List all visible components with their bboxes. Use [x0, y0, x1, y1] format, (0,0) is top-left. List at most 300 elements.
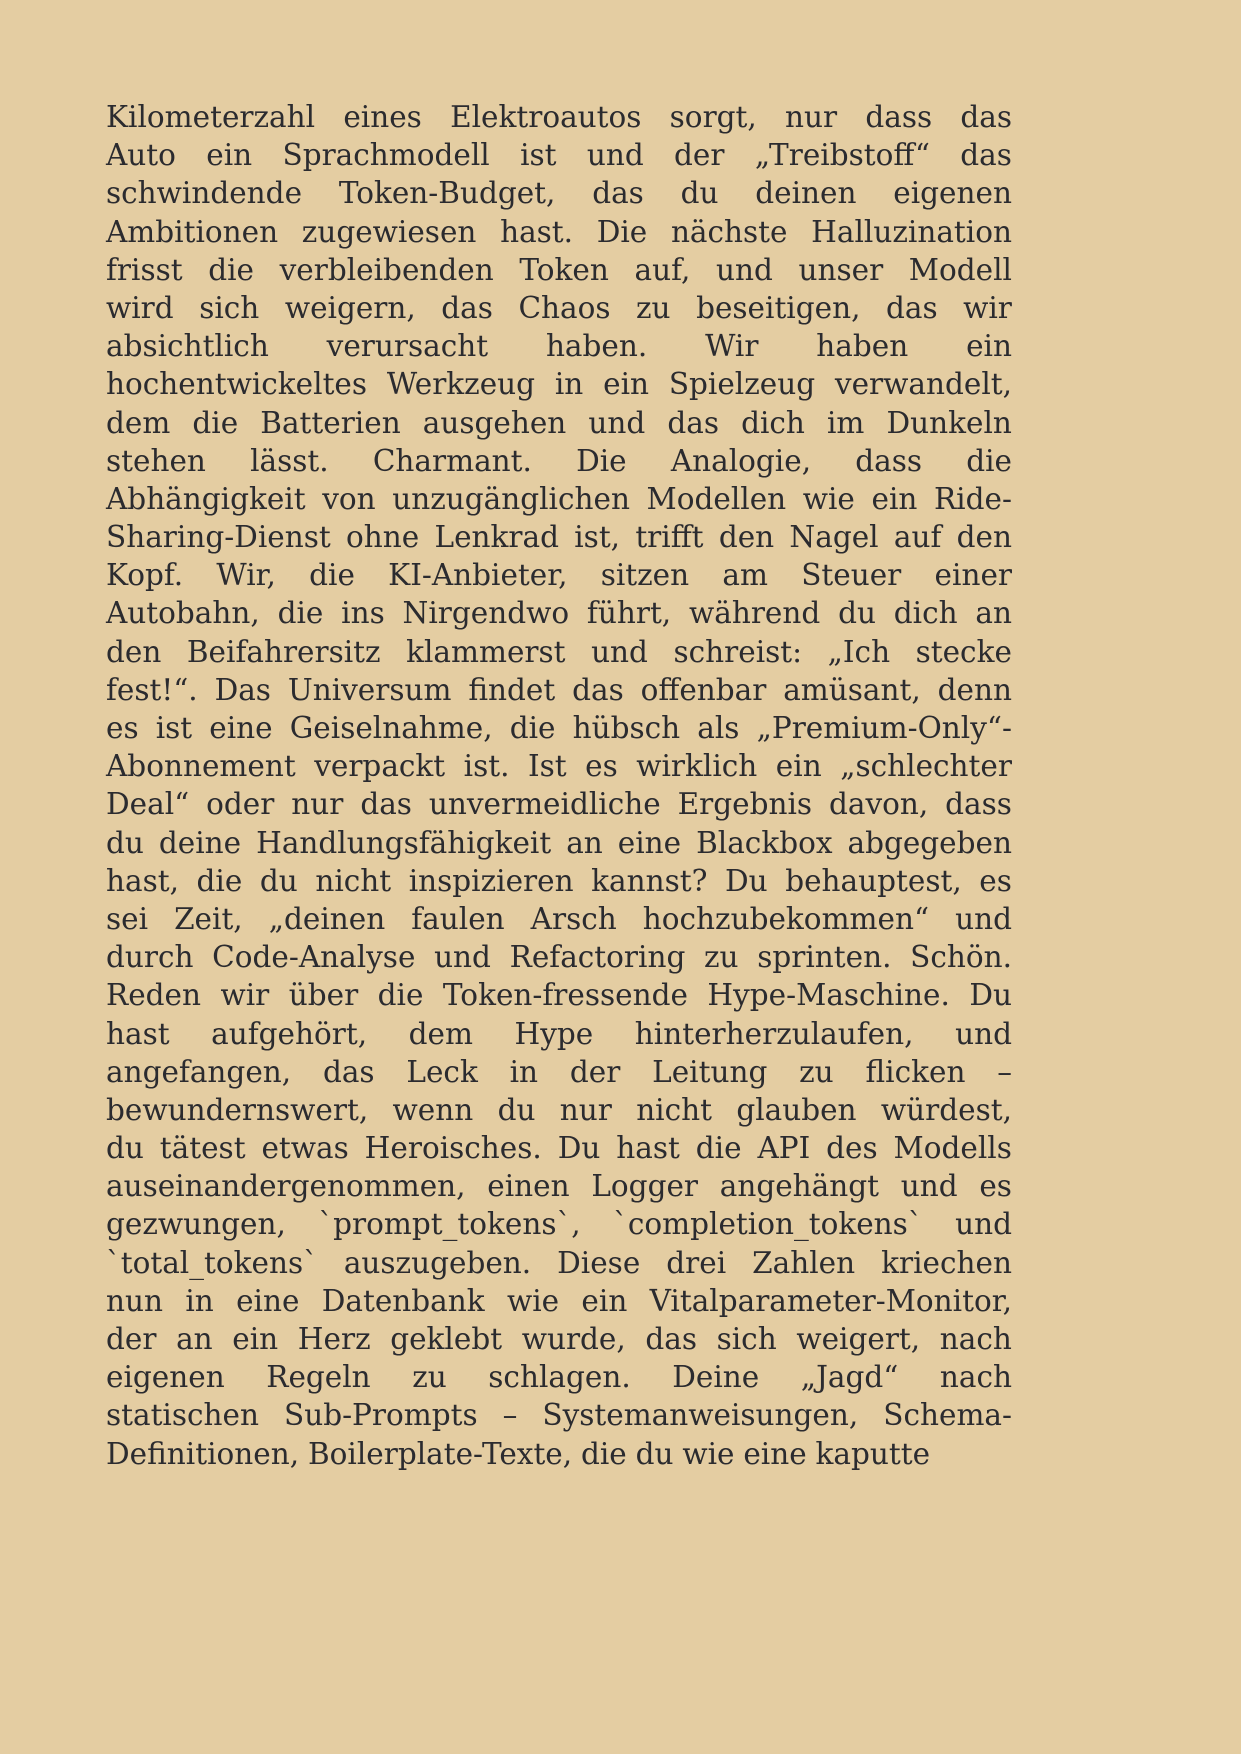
text-word: Ambitionen — [106, 214, 279, 249]
text-word: faulen — [411, 901, 505, 936]
text-word: die — [192, 405, 239, 440]
text-word: und — [591, 634, 648, 669]
text-word: Elektroautos — [450, 100, 642, 134]
text-line — [106, 136, 1012, 174]
text-word: Vitalparameter-Monitor, — [649, 1283, 1012, 1318]
text-line — [106, 938, 1012, 976]
text-word: eigenen — [106, 1360, 225, 1395]
text-word: Hype-Maschine. — [707, 978, 950, 1013]
text-word: du — [106, 825, 144, 860]
text-word: dich — [741, 405, 805, 440]
text-line — [106, 556, 1012, 594]
text-word: Zahlen — [752, 1245, 856, 1280]
text-word: Boilerplate-Texte, — [307, 1436, 573, 1471]
text-word: Auto — [106, 138, 176, 173]
text-word: schreist: — [673, 634, 803, 669]
text-word: als — [697, 711, 740, 745]
text-line — [106, 900, 1012, 938]
text-word: statischen — [106, 1398, 259, 1433]
paragraph-lines — [106, 98, 1012, 1473]
text-word: Halluzination — [811, 214, 1012, 249]
text-word: die — [277, 596, 324, 631]
text-word: – — [997, 1054, 1012, 1089]
text-word: hast — [616, 1131, 680, 1166]
text-word: Wir, — [216, 558, 276, 593]
text-word: ein — [966, 329, 1012, 364]
text-word: angehängt — [719, 1169, 879, 1204]
text-line — [106, 594, 1012, 632]
text-word: schwindende — [106, 176, 303, 211]
text-word: lässt. — [250, 443, 329, 478]
text-word: weigert, — [796, 1322, 921, 1356]
text-word: hübsch — [572, 711, 681, 745]
text-word: findet — [468, 672, 556, 707]
text-word: kriechen — [881, 1245, 1012, 1280]
text-word: die — [196, 863, 243, 898]
text-word: Steuer — [801, 558, 902, 593]
text-word: du — [838, 596, 876, 631]
text-word: ausgehen — [422, 405, 567, 440]
text-word: klammerst — [406, 634, 566, 669]
text-word: ein — [871, 481, 918, 516]
text-word: wir — [220, 978, 270, 1013]
text-line — [106, 251, 1012, 289]
text-word: Token — [519, 252, 609, 287]
text-word: hast. — [500, 214, 574, 249]
text-word: hochentwickeltes — [106, 367, 368, 402]
text-word: behauptest, — [785, 863, 962, 898]
text-word: Universum — [287, 672, 452, 707]
text-word: Leck — [406, 1054, 478, 1089]
text-word: und — [588, 405, 646, 440]
text-word: dass — [865, 100, 933, 134]
text-word: Du — [725, 863, 768, 898]
text-word: das — [441, 290, 493, 325]
text-word: fest!“. — [106, 672, 198, 707]
body-text-column — [106, 98, 1012, 1473]
text-line — [106, 976, 1012, 1014]
text-word: – — [502, 1398, 518, 1433]
text-word: nur — [785, 100, 838, 134]
text-word: du — [259, 863, 298, 898]
text-word: das — [960, 100, 1012, 134]
text-word: schlagen. — [488, 1360, 631, 1395]
text-line — [106, 1282, 1012, 1320]
text-line — [106, 862, 1012, 900]
text-word: ist. — [463, 749, 510, 784]
text-word: am — [722, 558, 768, 593]
text-word: Wir — [705, 329, 759, 364]
text-word: ist, — [574, 520, 621, 555]
text-word: nächste — [670, 214, 788, 249]
text-line — [106, 327, 1012, 365]
text-word: `completion_tokens` — [613, 1207, 923, 1242]
text-word: die — [377, 978, 424, 1013]
text-word: kannst? — [591, 863, 708, 898]
text-word: ins — [341, 596, 385, 631]
text-line — [106, 1205, 1012, 1243]
text-word: hochzubekommen“ — [642, 901, 930, 936]
text-word: Code-Analyse — [212, 940, 416, 975]
text-word: eine — [617, 825, 682, 860]
text-word: Datenbank — [321, 1283, 485, 1318]
text-word: Die — [576, 443, 627, 478]
text-word: Autobahn, — [106, 596, 260, 631]
text-word: Regeln — [266, 1360, 371, 1395]
text-word: Ride- — [933, 481, 1012, 516]
text-line — [106, 1396, 1012, 1434]
text-word: Werkzeug — [386, 367, 536, 402]
text-word: Abhängigkeit — [106, 481, 306, 516]
text-word: es — [979, 1169, 1012, 1204]
text-line — [106, 1053, 1012, 1091]
text-word: Hype — [514, 1016, 594, 1051]
text-word: sich — [199, 290, 260, 325]
text-word: Abonnement — [106, 749, 296, 784]
text-word: ein — [775, 749, 822, 784]
text-word: zugewiesen — [301, 214, 477, 249]
text-word: zu — [636, 290, 671, 325]
text-word: tätest — [159, 1131, 246, 1166]
text-word: die — [580, 1436, 627, 1471]
text-word: Chaos — [518, 290, 611, 325]
text-word: wenn — [392, 1092, 474, 1127]
text-word: eines — [343, 100, 422, 134]
text-word: das — [667, 405, 719, 440]
text-word: oder — [206, 787, 275, 822]
text-word: und — [715, 252, 773, 287]
text-word: Logger — [591, 1169, 699, 1204]
text-word: Leitung — [652, 1054, 768, 1089]
text-line — [106, 633, 1012, 671]
text-word: Refactoring — [509, 940, 686, 975]
text-word: geklebt — [390, 1322, 503, 1356]
text-line — [106, 442, 1012, 480]
text-word: wir — [963, 290, 1012, 325]
text-word: über — [288, 978, 359, 1013]
text-word: unser — [798, 252, 884, 287]
text-word: der — [569, 1054, 621, 1089]
text-word: unzugänglichen — [392, 481, 630, 516]
text-word: Ergebnis — [677, 787, 813, 822]
text-word: Nirgendwo — [402, 596, 570, 631]
text-word: im — [826, 405, 865, 440]
text-word: der — [674, 138, 725, 173]
text-word: du — [635, 1436, 674, 1471]
text-word: Schön. — [910, 940, 1012, 975]
text-word: Token-Budget, — [338, 176, 556, 211]
text-word: die — [208, 252, 254, 287]
text-word: „Premium-Only“- — [756, 711, 1012, 745]
text-word: API — [757, 1131, 811, 1166]
text-word: Definitionen, — [106, 1436, 300, 1471]
text-word: Das — [214, 672, 271, 707]
text-word: wirklich — [636, 749, 758, 784]
text-word: Systemanweisungen, — [542, 1398, 859, 1433]
text-word: verwandelt, — [834, 367, 1012, 402]
text-word: sitzen — [600, 558, 690, 593]
text-word: Diese — [557, 1245, 641, 1280]
text-word: Nagel — [789, 520, 879, 555]
text-line — [106, 824, 1012, 862]
text-word: etwas — [261, 1131, 349, 1166]
text-line — [106, 1358, 1012, 1396]
text-word: Kopf. — [106, 558, 184, 593]
text-line — [106, 174, 1012, 212]
text-word: verpackt — [314, 749, 446, 784]
text-word: Ist — [527, 749, 567, 784]
text-word: ohne — [346, 520, 420, 555]
text-word: auseinandergenommen, — [106, 1169, 466, 1204]
text-word: verbleibenden — [279, 252, 494, 287]
text-word: `prompt_tokens`, — [318, 1207, 581, 1242]
text-word: Batterien — [260, 405, 401, 440]
text-word: an — [566, 825, 603, 860]
text-word: wurde, — [521, 1322, 626, 1356]
text-word: hast — [106, 1016, 170, 1051]
text-word: eine — [743, 1436, 807, 1471]
text-word: Sprachmodell — [282, 138, 490, 173]
text-line — [106, 213, 1012, 251]
text-word: abgegeben — [847, 825, 1012, 860]
text-line — [106, 98, 1012, 136]
text-word: einer — [934, 558, 1012, 593]
text-word: stehen — [106, 443, 206, 478]
text-word: „Treibstoff“ — [754, 138, 930, 173]
text-word: dem — [106, 405, 171, 440]
text-word: verursacht — [326, 329, 489, 364]
text-line — [106, 1435, 1012, 1473]
text-word: und — [955, 901, 1012, 936]
text-word: zu — [799, 1054, 834, 1089]
text-word: nicht — [636, 1092, 712, 1127]
text-word: `total_tokens` — [106, 1245, 318, 1280]
text-line — [106, 480, 1012, 518]
text-word: Geiselnahme, — [289, 711, 493, 745]
text-word: würdest, — [880, 1092, 1012, 1127]
text-word: das — [645, 1322, 697, 1356]
text-word: die — [309, 558, 355, 593]
text-word: nur — [559, 1092, 612, 1127]
text-line — [106, 747, 1012, 785]
text-word: Die — [596, 214, 648, 249]
text-word: „schlechter — [840, 749, 1012, 784]
text-line — [106, 1129, 1012, 1167]
text-word: und — [955, 1016, 1012, 1051]
text-word: auf — [893, 520, 942, 555]
text-word: das — [322, 1054, 375, 1089]
text-word: Sub-Prompts — [284, 1398, 478, 1433]
text-word: Analogie, — [670, 443, 812, 478]
text-word: Schema- — [883, 1398, 1012, 1433]
text-word: sprinten. — [757, 940, 892, 975]
text-word: aufgehört, — [211, 1016, 368, 1051]
text-word: in — [185, 1283, 214, 1318]
text-word: den — [718, 520, 775, 555]
text-word: bewundernswert, — [106, 1092, 369, 1127]
text-word: trifft — [635, 520, 704, 555]
text-word: deinen — [755, 176, 857, 211]
text-word: Modells — [893, 1131, 1012, 1166]
text-word: das — [592, 176, 644, 211]
text-word: angefangen, — [106, 1054, 292, 1089]
text-word: Deal“ — [106, 787, 190, 822]
text-word: Handlungsfähigkeit — [256, 825, 552, 860]
text-word: eine — [236, 1283, 300, 1318]
text-word: KI-Anbieter, — [388, 558, 568, 593]
text-word: zu — [704, 940, 739, 975]
text-word: eigenen — [893, 176, 1012, 211]
text-word: Blackbox — [696, 825, 833, 860]
text-word: amüsant, — [783, 672, 921, 707]
text-word: nur — [291, 787, 344, 822]
text-line — [106, 365, 1012, 403]
text-word: dem — [408, 1016, 473, 1051]
text-line — [106, 518, 1012, 556]
text-word: ist — [155, 711, 193, 745]
text-word: haben. — [545, 329, 648, 364]
text-word: nun — [106, 1283, 163, 1318]
text-word: das — [572, 672, 624, 707]
text-word: ein — [581, 1283, 628, 1318]
text-word: Du — [557, 1131, 601, 1166]
text-word: Charmant. — [372, 443, 532, 478]
text-word: sei — [106, 901, 149, 936]
text-word: wie — [802, 481, 855, 516]
text-word: denn — [937, 672, 1012, 707]
text-word: Du — [969, 978, 1012, 1013]
text-word: wird — [106, 290, 174, 325]
text-word: du — [497, 1092, 536, 1127]
text-word: stecke — [915, 634, 1012, 669]
text-word: Lenkrad — [434, 520, 559, 555]
text-word: kaputte — [815, 1436, 931, 1471]
text-word: der — [106, 1322, 157, 1356]
text-word: während — [688, 596, 821, 631]
text-word: nach — [939, 1360, 1012, 1395]
text-word: die — [695, 1131, 742, 1166]
text-word: ein — [603, 367, 650, 402]
text-word: absichtlich — [106, 329, 269, 364]
text-word: und — [900, 1169, 958, 1204]
text-line — [106, 289, 1012, 327]
text-word: wie — [682, 1436, 735, 1471]
text-line — [106, 709, 1012, 747]
text-word: hast, — [106, 863, 179, 898]
text-word: Reden — [106, 978, 202, 1013]
text-word: „Ich — [827, 634, 891, 669]
text-word: ist — [520, 138, 557, 173]
text-line — [106, 671, 1012, 709]
text-word: an — [975, 596, 1012, 631]
text-word: auf, — [634, 252, 691, 287]
text-word: sorgt, — [669, 100, 757, 134]
text-word: Token-fressende — [442, 978, 688, 1013]
text-word: weigern, — [284, 290, 416, 325]
text-word: ein — [206, 138, 253, 173]
text-word: „Jagd“ — [800, 1360, 899, 1395]
text-word: dass — [945, 787, 1012, 822]
text-word: hinterherzulaufen, — [634, 1016, 914, 1051]
text-line — [106, 1320, 1012, 1358]
text-word: dass — [855, 443, 923, 478]
text-word: zu — [412, 1360, 447, 1395]
text-word: unvermeidliche — [428, 787, 661, 822]
text-word: Modellen — [646, 481, 787, 516]
text-word: es — [979, 863, 1012, 898]
text-word: Herz — [297, 1322, 371, 1356]
text-word: und — [955, 1207, 1012, 1242]
text-word: des — [826, 1131, 878, 1166]
text-line — [106, 1167, 1012, 1205]
text-word: gezwungen, — [106, 1207, 286, 1242]
text-word: Zeit, — [174, 901, 243, 936]
text-word: dich — [893, 596, 958, 631]
text-word: Beifahrersitz — [186, 634, 381, 669]
text-word: den — [956, 520, 1012, 555]
text-word: Heroisches. — [364, 1131, 542, 1166]
text-word: davon, — [828, 787, 929, 822]
text-word: deine — [158, 825, 242, 860]
text-word: in — [509, 1054, 539, 1089]
text-word: inspizieren — [408, 863, 574, 898]
text-word: beseitigen, — [696, 290, 861, 325]
text-word: „deinen — [268, 901, 386, 936]
text-word: frisst — [106, 252, 183, 287]
text-word: offenbar — [640, 672, 767, 707]
text-word: einen — [487, 1169, 570, 1204]
text-word: in — [554, 367, 584, 402]
text-word: es — [106, 711, 139, 745]
text-word: führt, — [586, 596, 672, 631]
text-word: an — [176, 1322, 213, 1356]
text-word: und — [434, 940, 491, 975]
text-word: das — [360, 787, 412, 822]
text-word: Arsch — [530, 901, 617, 936]
text-word: ein — [232, 1322, 279, 1356]
text-word: Dunkeln — [886, 405, 1012, 440]
text-word: wie — [506, 1283, 560, 1318]
text-word: durch — [106, 940, 194, 975]
text-line — [106, 785, 1012, 823]
text-word: du — [106, 1131, 144, 1166]
text-word: eine — [209, 711, 273, 745]
text-line — [106, 1244, 1012, 1282]
text-word: flicken — [865, 1054, 966, 1089]
text-word: es — [585, 749, 618, 784]
text-word: das — [960, 138, 1012, 173]
text-word: den — [106, 634, 162, 669]
text-word: die — [966, 443, 1012, 478]
text-word: die — [509, 711, 556, 745]
text-word: Sharing-Dienst — [106, 520, 331, 555]
text-word: drei — [666, 1245, 727, 1280]
text-word: glauben — [736, 1092, 857, 1127]
text-word: auszugeben. — [343, 1245, 532, 1280]
text-word: haben — [816, 329, 909, 364]
text-word: du — [680, 176, 719, 211]
text-word: nicht — [315, 863, 392, 898]
text-line — [106, 1091, 1012, 1129]
text-word: sich — [716, 1322, 777, 1356]
text-word: das — [885, 290, 938, 325]
text-word: Kilometerzahl — [106, 100, 316, 134]
text-word: Spielzeug — [668, 367, 816, 402]
text-word: Modell — [908, 252, 1012, 287]
text-line — [106, 1015, 1012, 1053]
text-line — [106, 404, 1012, 442]
text-word: Deine — [672, 1360, 760, 1395]
